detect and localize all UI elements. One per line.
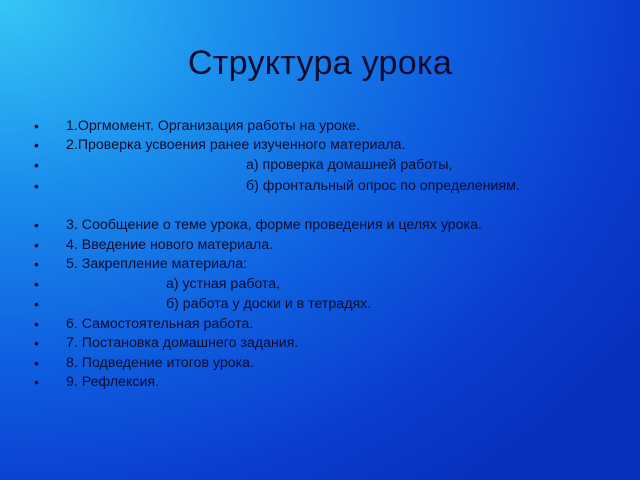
list-item (0, 274, 640, 294)
list-item-text: б) фронтальный опрос по определениям. (246, 178, 520, 194)
list-item (0, 176, 640, 196)
list-item (0, 235, 640, 255)
list-item (0, 353, 640, 373)
list-item (0, 372, 640, 392)
bullet-dot-icon: • (34, 335, 39, 351)
list-item (0, 215, 640, 235)
bullet-dot-icon: • (34, 237, 39, 253)
list-item-text: 7. Постановка домашнего задания. (66, 335, 299, 351)
list-item (0, 333, 640, 353)
list-item-text: 9. Рефлексия. (66, 374, 160, 390)
list-item (0, 135, 640, 155)
list-item (0, 155, 640, 175)
list-item (0, 116, 640, 136)
list-item (0, 294, 640, 314)
slide-title: Структура урока (187, 44, 453, 82)
list-item-text: а) проверка домашней работы, (246, 157, 453, 173)
list-item-text: а) устная работа, (166, 276, 281, 292)
bullet-dot-icon: • (34, 118, 39, 134)
list-item-text: б) работа у доски и в тетрадях. (166, 296, 372, 312)
list-item-text: 1.Оргмомент. Организация работы на уроке. (66, 118, 361, 134)
bullet-dot-icon: • (34, 217, 39, 233)
bullet-dot-icon: • (34, 296, 39, 312)
list-item-text: 2.Проверка усвоения ранее изученного материала. (66, 137, 406, 153)
bullet-dot-icon: • (34, 316, 39, 332)
list-item-text: 3. Сообщение о теме урока, форме проведения и целях урока. (66, 217, 482, 233)
list-item-text: 4. Введение нового материала. (66, 237, 274, 253)
list-item (0, 254, 640, 274)
list-item-text: 5. Закрепление материала: (66, 256, 248, 272)
list-item (0, 314, 640, 334)
bullet-dot-icon: • (34, 355, 39, 371)
bullet-dot-icon: • (34, 137, 39, 153)
bullet-dot-icon: • (34, 157, 39, 173)
bullet-dot-icon: • (34, 276, 39, 292)
list-item-text: 6. Самостоятельная работа. (66, 316, 254, 332)
bullet-dot-icon: • (34, 256, 39, 272)
list-item-text: 8. Подведение итогов урока. (66, 355, 254, 371)
bullet-dot-icon: • (34, 178, 39, 194)
bullet-dot-icon: • (34, 374, 39, 390)
